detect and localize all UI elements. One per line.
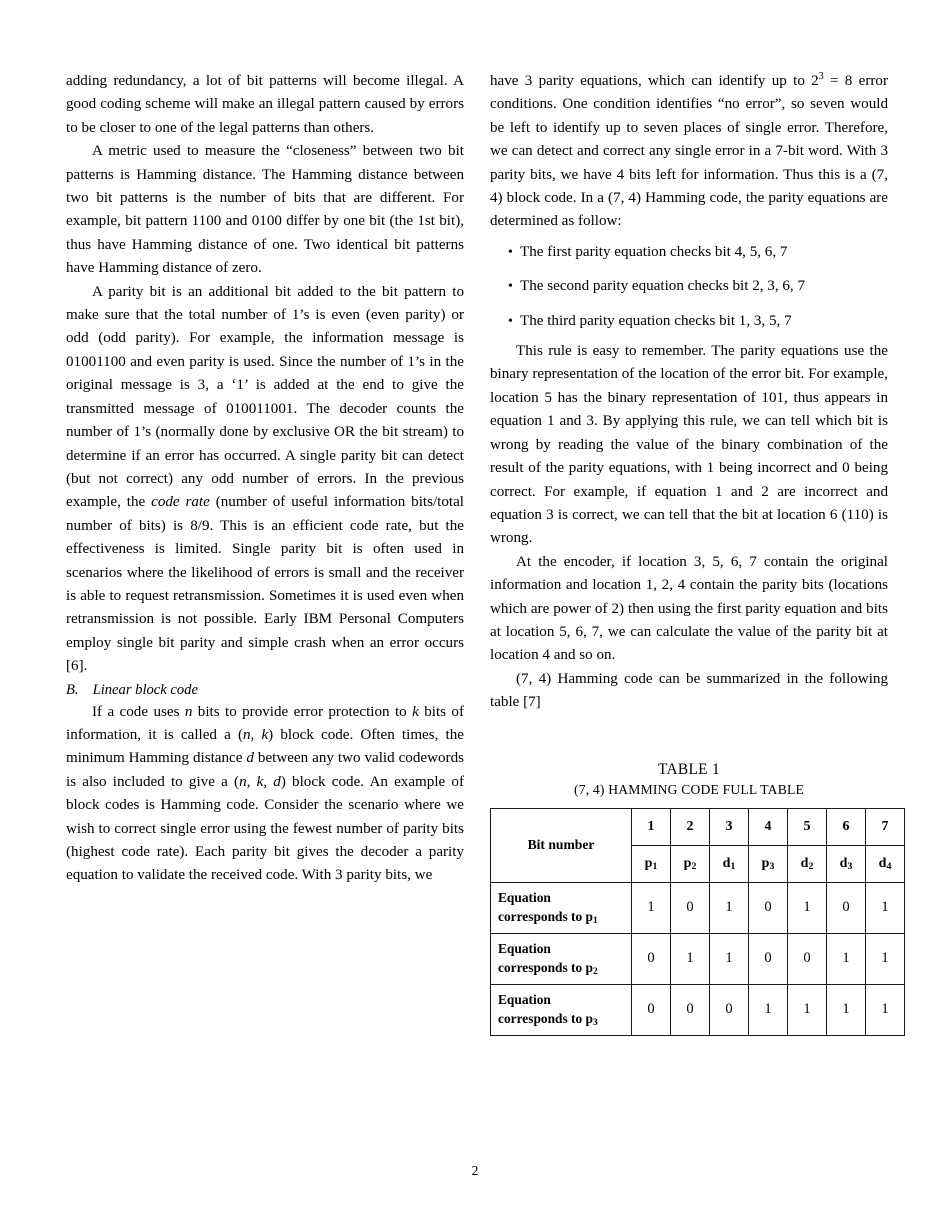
hamming-code-table [490,808,905,1036]
table-cell-value: 0 [749,882,788,933]
table-cell-bit-number: 1 [632,808,671,845]
block-s5: between any two valid codewords is also included to give a ( [66,750,464,790]
table-cell-value: 0 [827,882,866,933]
table-row [491,933,905,984]
table-cell-bit-symbol [710,845,749,882]
block-s4: ) block code. Often times, the minimum Hamming distance [66,726,464,767]
table-cell-value: 1 [671,933,710,984]
symbol-letter: d [800,855,809,871]
table-cell-bit-symbol [866,845,905,882]
list-item-label: The first parity equation checks bit 4, 5, 6, 7 [520,243,788,260]
variable-n-k: n, k [242,726,269,743]
table-cell-value: 0 [788,933,827,984]
paragraph-rule: This rule is easy to remember. The parity equations use the binary representation of the location of the error bit. For example, location 5 has the binary representation of 101, thus appears in equation 1 and 3. By applying this rule, we can tell which bit is wrong by reading the value of the binary combination of the result of the parity equations, with 1 being incorrect and 0 being correct. For example, if equation 1 and 2 are incorrect and equation 3 is correct, we can tell that the bit at location 6 (110) is wrong. [490,343,888,547]
parity-text-part1: A parity bit is an additional bit added to the bit pattern to make sure that the total number of 1’s is even (even parity) or odd (odd parity). For example, the information message is 01001100 and even parity is used. Since the number of 1’s in the original message is 3, a ‘1’ is added at the end to give the transmitted message of 010011001. The decoder counts the number of 1’s (normally done by exclusive OR the bit stream) to determine if an error has occurred. A single parity bit can detect (but not correct) any odd number of errors. In the previous example, the [66,283,464,511]
symbol-letter: d [878,855,887,871]
table-row [491,882,905,933]
table-cell-value: 1 [827,984,866,1035]
table-cell-bit-symbol [827,845,866,882]
row-label-line1: Equation [498,991,551,1007]
list-item-label: The third parity equation checks bit 1, 3, 5, 7 [520,312,792,329]
section-title: Linear block code [92,681,198,698]
row-label-line1: Equation [498,940,551,956]
power-exponent: 3 [818,70,824,82]
table-cell-bit-number: 2 [671,808,710,845]
row-label-index: 1 [592,916,598,927]
variable-k: k [412,703,419,720]
table-cell-value: 1 [866,984,905,1035]
table-cell-value: 1 [632,882,671,933]
paragraph-parity-equations [490,70,888,234]
parity-text-part2: (number of useful information bits/total number of bits) is 8/9. This is an efficient code rate, but the effectiveness is limited. Single parity bit is often used in scenarios where the likelihood of errors is small and the receiver is able to request retransmission. Sometimes it is used even when retransmission is not possible. Early IBM Personal Computers employ single bit parity and simple crash when an error occurs [6]. [66,494,464,675]
table-cell-bit-symbol [749,845,788,882]
table-cell-value: 0 [632,984,671,1035]
table-row [491,984,905,1035]
table-row-label [491,933,632,984]
parity-eq-s2: = 8 error conditions. One condition identifies “no error”, so seven would be left to identify up to seven places of single error. Therefore, we can detect and correct any single error in a 7-bit word. With 3 parity bits, we have 4 bits left for information. Thus this is a (7, 4) block code. In a (7, 4) Hamming code, the parity equations are determined as follow: [490,73,888,230]
paragraph-hamming-distance: A metric used to measure the “closeness” between two bit patterns is Hamming distance. The Hamming distance between two bit patterns is the number of bits that are different. For example, bit pattern 1100 and 0100 differ by one bit (the 1st bit), thus have Hamming distance of one. Two identical bit patterns have Hamming distance of zero. [66,143,464,277]
table-cell-value: 1 [866,933,905,984]
table-cell-value: 1 [788,882,827,933]
table-cell-value: 1 [827,933,866,984]
list-item-label: The second parity equation checks bit 2, 3, 6, 7 [520,278,806,295]
symbol-letter: d [722,855,731,871]
code-rate-italic-term: code rate [151,494,210,511]
symbol-index: 2 [691,861,697,872]
table-row-label [491,882,632,933]
symbol-letter: p [683,855,692,871]
section-letter: B. [66,681,79,698]
row-label-line2: corresponds to p [498,960,593,976]
table-cell-value: 1 [710,882,749,933]
table-cell-value: 1 [749,984,788,1035]
row-label-line1: Equation [498,889,551,905]
symbol-letter: p [761,855,770,871]
table-cell-value: 0 [671,984,710,1035]
symbol-index: 2 [808,861,814,872]
table-cell-value: 0 [710,984,749,1035]
left-column [66,70,464,1160]
row-label-line2: corresponds to p [498,1011,593,1027]
bullet-icon: • [508,244,513,260]
block-s3: bits of information, it is called a ( [66,703,464,743]
table-row-label [491,984,632,1035]
paragraph-summary: (7, 4) Hamming code can be summarized in the following table [7] [490,670,888,711]
page-number: 2 [471,1163,479,1178]
symbol-index: 4 [886,861,892,872]
symbol-letter: p [644,855,653,871]
table-cell-bit-symbol [632,845,671,882]
table-row-bit-numbers [491,808,905,845]
row-label-index: 3 [592,1018,598,1029]
table-cell-bit-number: 6 [827,808,866,845]
variable-d: d [246,750,254,767]
power-base: 2 [811,73,819,89]
two-column-body [66,70,892,1160]
paragraph-encoder: At the encoder, if location 3, 5, 6, 7 contain the original information and location 1, 2, 4 contain the parity bits (locations which are power of 2) then using the first parity equation and bits at location 5, 6, 7, we can calculate the value of the parity bit at location 4 and so on. [490,553,888,664]
block-s6: ) block code. An example of block codes is Hamming code. Consider the scenario where we wish to correct single error using the fewest number of parity bits (highest code rate). Each parity bit gives the decoder a parity equation to validate the received code. With 3 parity bits, we [66,773,465,884]
symbol-index: 1 [652,861,658,872]
bullet-icon: • [508,313,513,329]
table-cell-value: 1 [710,933,749,984]
symbol-index: 3 [847,861,853,872]
parity-equation-bullet-list [490,241,888,333]
row-label-line2: corresponds to p [498,909,593,925]
section-heading-linear-block-code [66,679,464,701]
table-cell-bit-number: 3 [710,808,749,845]
table-cell-value: 0 [632,933,671,984]
table-cell-bit-number: 7 [866,808,905,845]
block-s1: If a code uses [92,703,185,720]
table-cell-bit-symbol [671,845,710,882]
list-item [490,275,888,298]
list-item [490,241,888,264]
paragraph-parity-bit [66,281,464,679]
paragraph-redundancy: adding redundancy, a lot of bit patterns will become illegal. A good coding scheme will make an illegal pattern caused by errors to be closer to one of the legal patterns than others. [66,73,464,136]
table-cell-bit-number: 4 [749,808,788,845]
table-caption-title: TABLE 1 [658,760,720,778]
table-header-bit-number: Bit number [491,808,632,882]
table-cell-value: 1 [788,984,827,1035]
right-column [490,70,892,1160]
table-cell-value: 0 [671,882,710,933]
table-cell-bit-symbol [788,845,827,882]
symbol-index: 3 [769,861,775,872]
table-caption-subtitle: (7, 4) HAMMING CODE FULL TABLE [574,781,804,797]
list-item [490,310,888,333]
variable-n-k-d: n, k, d [239,773,281,790]
parity-eq-s1: have 3 parity equations, which can identify up to [490,73,812,89]
block-s2: bits to provide error protection to [192,703,413,720]
variable-n: n [184,703,193,720]
symbol-index: 1 [730,861,736,872]
row-label-index: 2 [592,967,598,978]
table-caption [490,759,888,800]
symbol-letter: d [839,855,848,871]
bullet-icon: • [508,279,513,295]
table-cell-value: 1 [866,882,905,933]
table-cell-bit-number: 5 [788,808,827,845]
table-cell-value: 0 [749,933,788,984]
paragraph-linear-block-code [66,701,464,888]
